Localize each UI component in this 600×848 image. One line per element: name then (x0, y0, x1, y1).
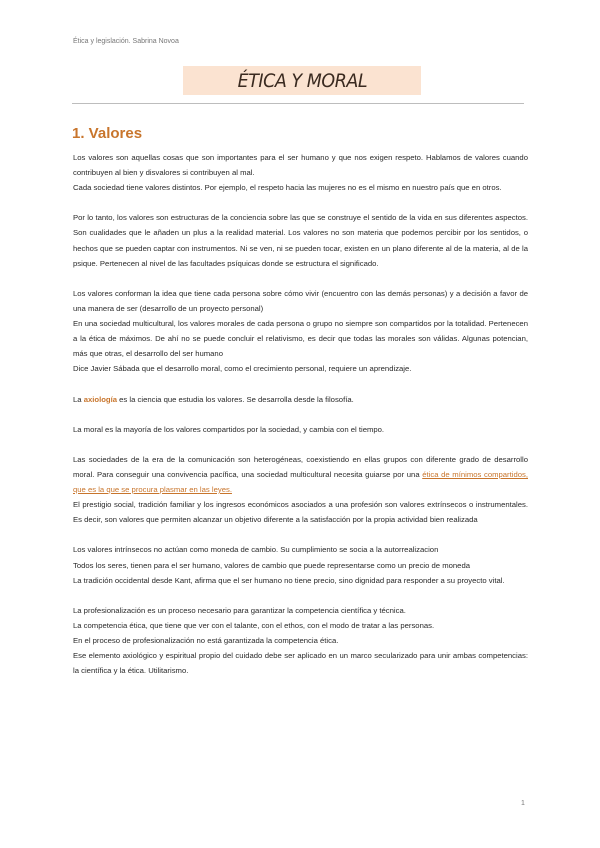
page-title: ÉTICA Y MORAL (237, 69, 367, 92)
paragraph: En el proceso de profesionalización no está garantizada la competencia ética. (73, 636, 339, 645)
paragraph: La competencia ética, que tiene que ver con el talante, con el ethos, con el modo de tratar a las personas. (73, 620, 435, 630)
paragraph: Ese elemento axiológico y espiritual propio del cuidado debe ser aplicado en un marco secularizado para unir ambas competencias: la científica y la ética. Utilitarismo. (73, 651, 528, 676)
divider (72, 103, 524, 104)
paragraph: Dice Javier Sábada que el desarrollo moral, como el crecimiento personal, requiere un aprendizaje. (73, 364, 412, 374)
paragraph: Los valores son aquellas cosas que son importantes para el ser humano y que nos exigen respeto. Hablamos de valores cuando contribuyen al bien y disvalores si contribuyen al mal. (73, 153, 528, 178)
paragraph: Todos los seres, tienen para el ser humano, valores de cambio que puede representarse como un precio de moneda (73, 560, 470, 570)
paragraph: La tradición occidental desde Kant, afirma que el ser humano no tiene precio, sino dignidad para responder a su proyecto vital. (73, 575, 505, 585)
title-banner (183, 66, 421, 95)
paragraph (73, 452, 528, 497)
paragraph: En una sociedad multicultural, los valores morales de cada persona o grupo no siempre son compartidos por la totalidad. Pertenecen a la ética de máximos. De ahí no se puede concluir el relativismo, es decir que todas las morales son válidas. Algunas potencian, más que otras, el desarrollo del ser humano (73, 319, 528, 359)
highlighted-term: axiología (83, 394, 118, 404)
paragraph (73, 392, 528, 407)
paragraph: La moral es la mayoría de los valores compartidos por la sociedad, y cambia con el tiempo. (73, 424, 385, 434)
paragraph: La profesionalización es un proceso necesario para garantizar la competencia científica y técnica. (73, 605, 406, 615)
paragraph: Los valores conforman la idea que tiene cada persona sobre cómo vivir (encuentro con las demás personas) y a decisión a favor de una manera de ser (desarrollo de un proyecto personal) (73, 288, 528, 313)
section-heading: 1. Valores (72, 125, 143, 142)
paragraph-text: Las sociedades de la era de la comunicación son heterogéneas, coexistiendo en ellas grupos con diferente grado de desarrollo moral. Para conseguir una convivencia pacífica, una sociedad multicultural necesita guiarse por una (73, 454, 528, 479)
underlined-phrase: ética de mínimos compartidos, que es la que se procura plasmar en las leyes. (73, 469, 528, 495)
paragraph: Los valores intrínsecos no actúan como moneda de cambio. Su cumplimiento se socia a la autorrealizacion (73, 545, 439, 555)
paragraph: Por lo tanto, los valores son estructuras de la conciencia sobre las que se construye el sentido de la vida en sus diferentes aspectos. Son cualidades que le añaden un plus a la realidad material. Los valores no son materia que podemos percibir por los sentidos, o hechos que se pueden captar con instrumentos. Ni se ven, ni se pueden tocar, existen en un plano diferente al de la materia, al de la psique. Pertenecen al nivel de las facultades psíquicas donde se estructura el significado. (73, 213, 528, 268)
body-text (73, 150, 528, 678)
paragraph: Cada sociedad tiene valores distintos. Por ejemplo, el respeto hacia las mujeres no es el mismo en nuestro país que en otros. (73, 183, 502, 193)
page-number: 1 (521, 800, 525, 807)
paragraph: El prestigio social, tradición familiar y los ingresos económicos asociados a una profesión son valores extrínsecos o instrumentales. Es decir, son valores que permiten alcanzar un objetivo diferente a la satisfacción por la propia actividad bien realizada (73, 500, 528, 525)
paragraph-text: La (73, 394, 84, 404)
paragraph-text: es la ciencia que estudia los valores. Se desarrolla desde la filosofía. (117, 394, 354, 404)
document-header: Ética y legislación. Sabrina Novoa (73, 38, 179, 45)
